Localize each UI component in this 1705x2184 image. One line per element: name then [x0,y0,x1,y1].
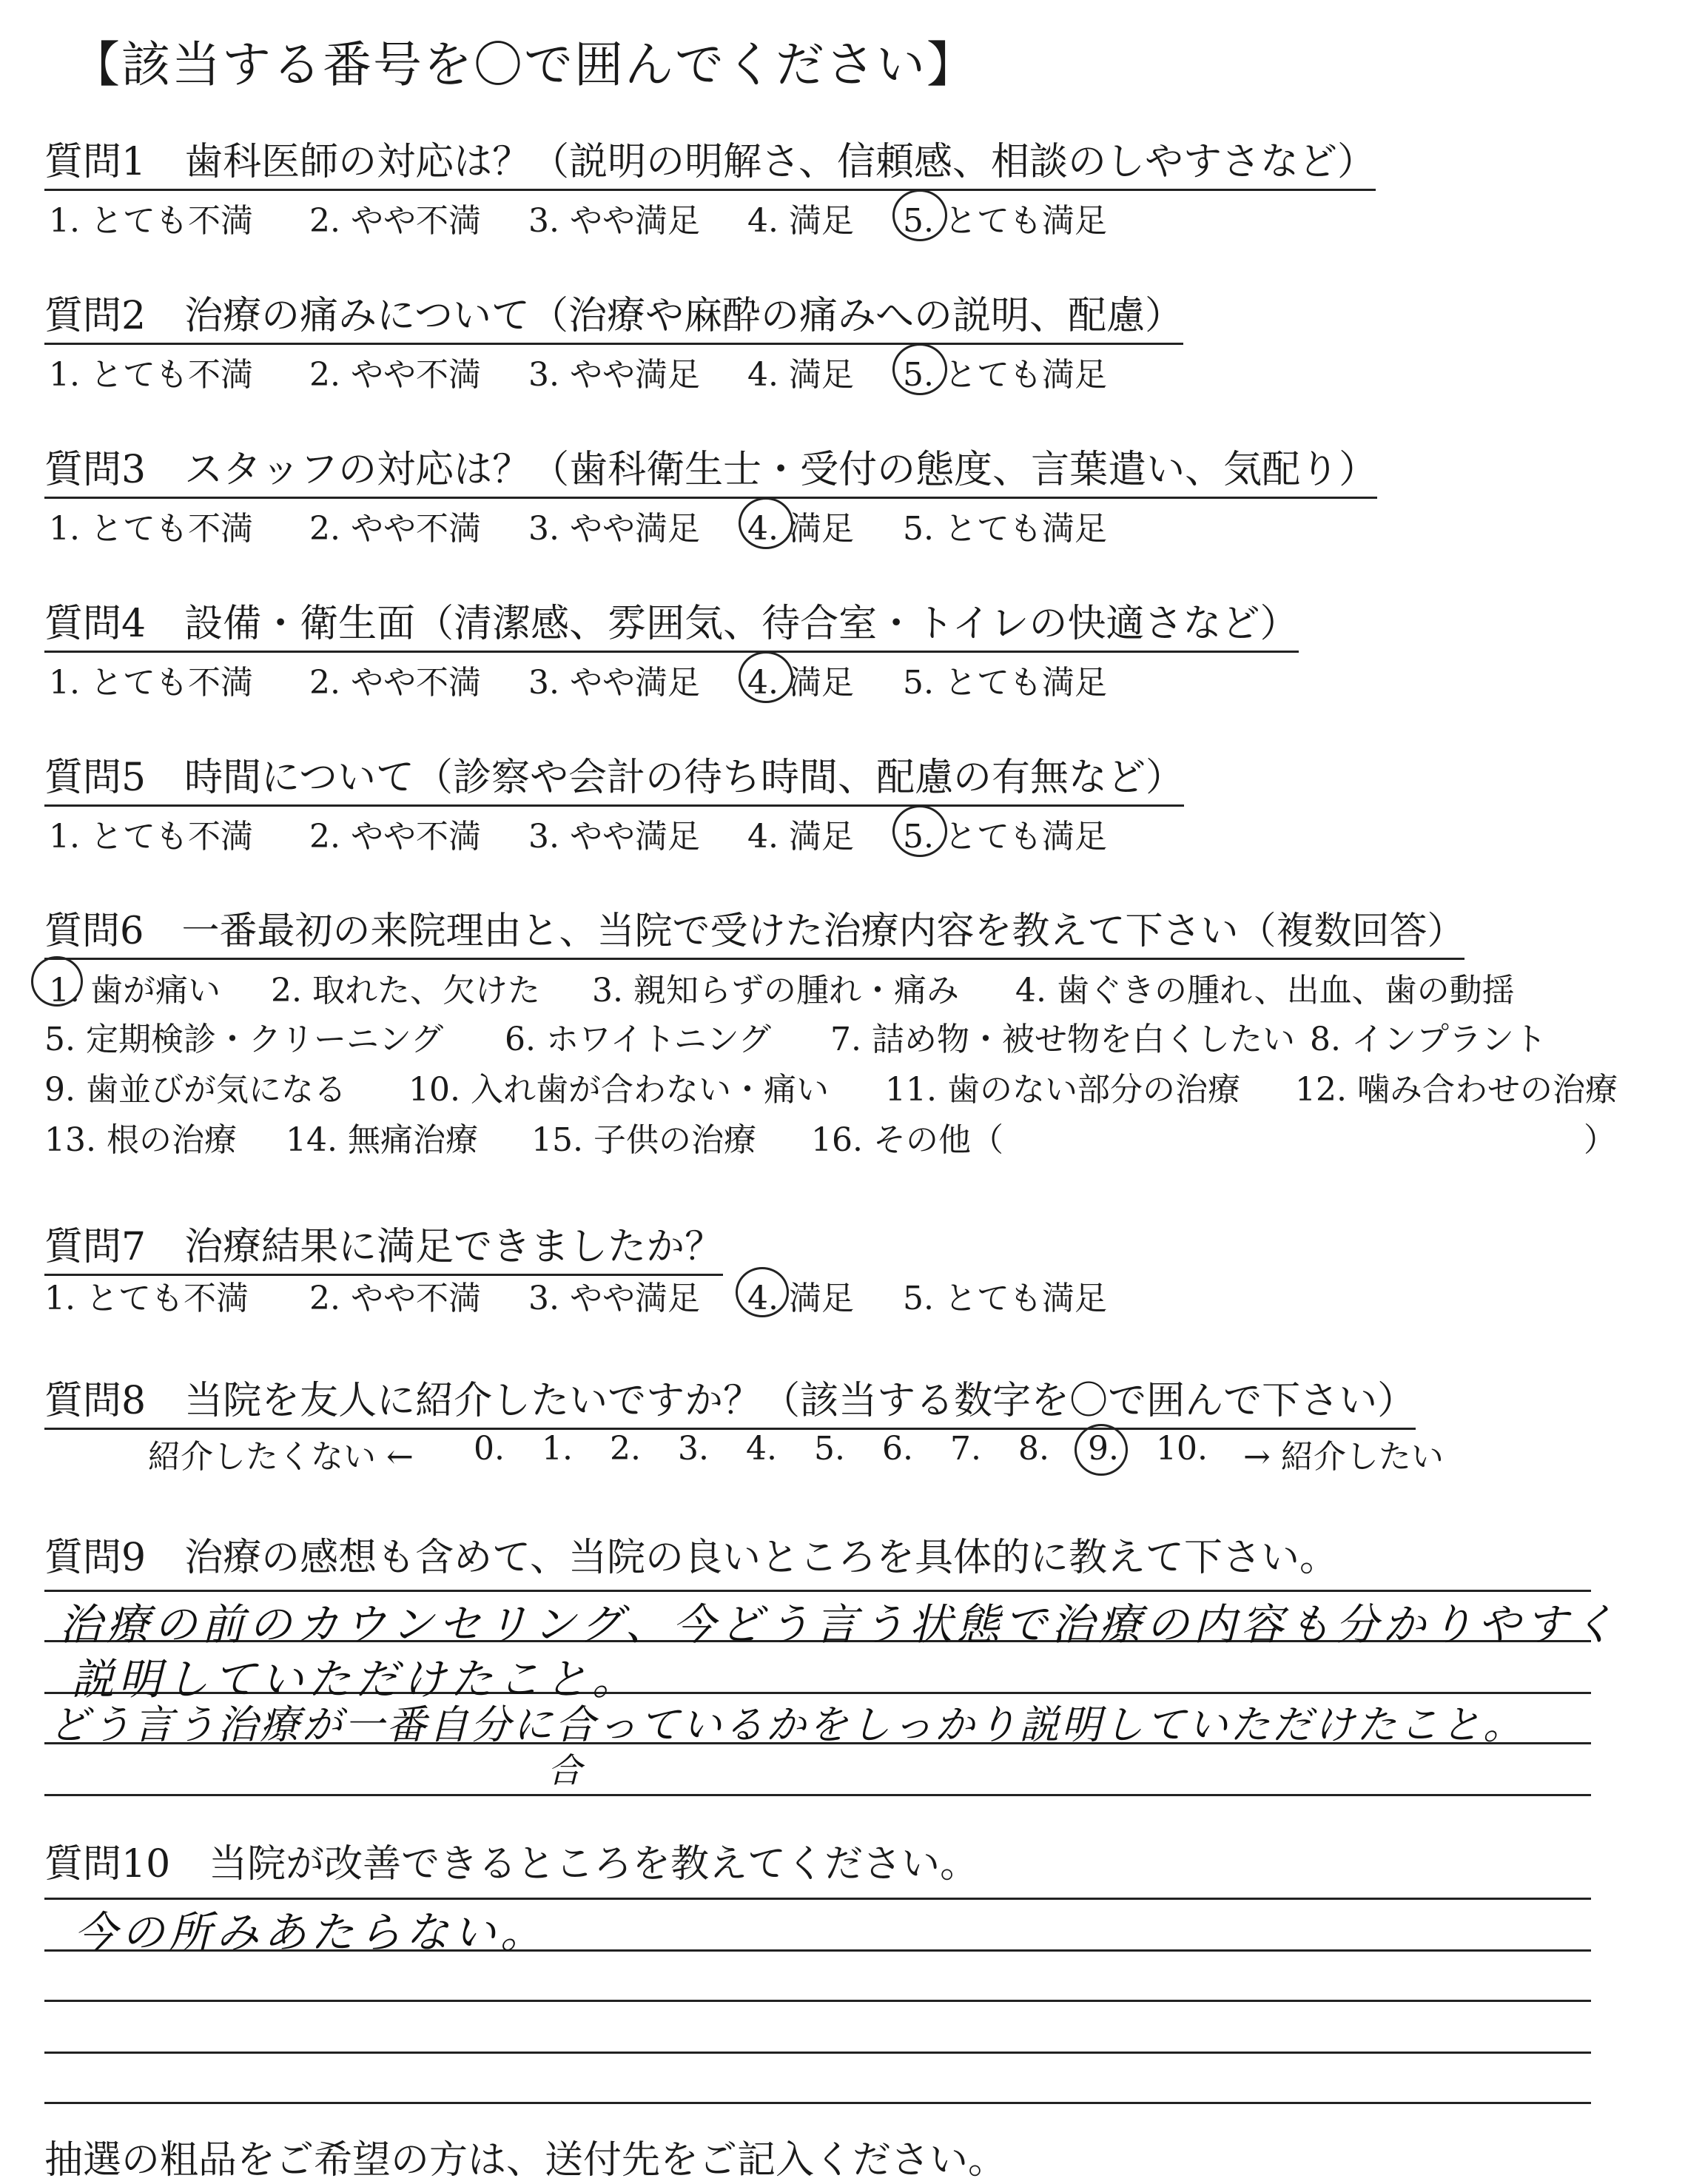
option[interactable]: 2. やや不満 [309,818,481,856]
option[interactable]: 5. とても満足 [903,510,1107,548]
question-6-options-row4 [44,1113,1658,1157]
question-6-heading: 質問6 一番最初の来院理由と、当院で受けた治療内容を教えて下さい（複数回答） [44,900,1464,960]
option[interactable]: 1. とても不満 [49,202,253,240]
option-other[interactable]: 16. その他（ [811,1121,1003,1159]
handwritten-answer: どう言う治療が一番自分に合っているかをしっかり説明していただけたこと。 [49,1701,1525,1748]
footer-note: 抽選の粗品をご希望の方は、送付先をご記入ください。 [44,2138,1007,2183]
handwritten-answer: 今の所みあたらない。 [74,1907,548,1958]
option[interactable]: 6. ホワイトニング [505,1021,772,1058]
option[interactable]: 1. とても不満 [49,664,253,702]
option[interactable]: 13. 根の治療 [44,1121,237,1159]
option[interactable]: 14. 無痛治療 [286,1121,478,1159]
question-5-heading: 質問5 時間について（診察や会計の待ち時間、配慮の有無など） [44,746,1184,807]
option[interactable]: 2. 取れた、欠けた [271,972,540,1009]
scale-option[interactable]: 5. [814,1430,845,1468]
question-1-heading: 質問1 歯科医師の対応は？（説明の明解さ、信頼感、相談のしやすさなど） [44,130,1376,191]
scale-option[interactable]: 9. [1088,1430,1119,1468]
option[interactable]: 4. 満足 [747,1280,854,1317]
question-8-heading: 質問8 当院を友人に紹介したいですか？（該当する数字を〇で囲んで下さい） [44,1369,1416,1430]
question-6-options-row3 [44,1063,1658,1107]
scale-option[interactable]: 6. [882,1430,913,1468]
question-5-options [44,810,1228,854]
option[interactable]: 15. 子供の治療 [531,1121,756,1159]
selection-circle [892,343,947,395]
option[interactable]: 7. 詰め物・被せ物を白くしたい [830,1021,1295,1058]
selection-circle [739,651,793,703]
option[interactable]: 1. とても不満 [44,1280,249,1317]
question-7-heading: 質問7 治療結果に満足できましたか？ [44,1215,723,1276]
question-7-options [44,1271,1228,1316]
option[interactable]: 1. 歯が痛い [49,972,221,1009]
option[interactable]: 3. やや満足 [528,818,700,856]
question-2-heading: 質問2 治療の痛みについて（治療や麻酔の痛みへの説明、配慮） [44,284,1183,345]
scale-option[interactable]: 1. [542,1430,573,1468]
question-8-scale [148,1430,1480,1474]
question-6-options-row1 [44,964,1635,1008]
page-title: 【該当する番号を〇で囲んでください】 [71,36,977,93]
option[interactable]: 5. とても満足 [903,818,1107,856]
option[interactable]: 5. 定期検診・クリーニング [44,1021,444,1058]
handwritten-answer: 説明していただけたこと。 [71,1654,640,1704]
scale-option[interactable]: 2. [610,1430,641,1468]
handwritten-correction: 合 [548,1750,583,1790]
scale-option[interactable]: 7. [950,1430,981,1468]
option[interactable]: 2. やや不満 [309,202,481,240]
option[interactable]: 3. やや満足 [528,664,700,702]
question-10-heading: 質問10 当院が改善できるところを教えてください。 [44,1842,979,1886]
scale-option[interactable]: 4. [746,1430,777,1468]
selection-circle [736,1267,789,1317]
option[interactable]: 3. やや満足 [528,1280,700,1317]
selection-circle [892,805,947,857]
option[interactable]: 9. 歯並びが気になる [44,1071,346,1109]
question-4-options [44,656,1228,700]
selection-circle [1075,1424,1128,1476]
scale-option[interactable]: 10. [1156,1430,1208,1468]
scale-option[interactable]: 8. [1018,1430,1049,1468]
question-1-options [44,194,1228,238]
option[interactable]: 3. 親知らずの腫れ・痛み [592,972,959,1009]
handwritten-answer: 治療の前のカウンセリング、今どう言う状態で治療の内容も分かりやすく [59,1599,1620,1650]
option[interactable]: 5. とても満足 [903,664,1107,702]
option[interactable]: 4. 歯ぐきの腫れ、出血、歯の動揺 [1015,972,1515,1009]
selection-circle [739,497,793,549]
option[interactable]: 4. 満足 [747,202,854,240]
option[interactable]: 8. インプラント [1310,1021,1547,1058]
answer-line [44,2000,1591,2002]
scale-option[interactable]: 3. [678,1430,709,1468]
option[interactable]: 4. 満足 [747,664,854,702]
question-3-options [44,502,1228,546]
option[interactable]: 2. やや不満 [309,1280,481,1317]
scale-left-label: 紹介したくない ← [148,1438,414,1476]
option[interactable]: 3. やや満足 [528,510,700,548]
question-9-heading: 質問9 治療の感想も含めて、当院の良いところを具体的に教えて下さい。 [44,1536,1339,1580]
option[interactable]: 2. やや不満 [309,664,481,702]
option[interactable]: 4. 満足 [747,510,854,548]
option[interactable]: 11. 歯のない部分の治療 [885,1071,1240,1109]
selection-circle [892,189,947,241]
option[interactable]: 2. やや不満 [309,510,481,548]
selection-circle [31,956,83,1007]
option[interactable]: 1. とても不満 [49,356,253,394]
question-2-options [44,348,1228,392]
option[interactable]: 1. とても不満 [49,818,253,856]
answer-line [44,1794,1591,1796]
option-other-close: ） [1584,1121,1616,1159]
question-3-heading: 質問3 スタッフの対応は？（歯科衛生士・受付の態度、言葉遣い、気配り） [44,438,1377,499]
option[interactable]: 10. 入れ歯が合わない・痛い [408,1071,829,1109]
option[interactable]: 12. 噛み合わせの治療 [1295,1071,1618,1109]
question-6-options-row2 [44,1012,1635,1057]
option[interactable]: 5. とても満足 [903,202,1107,240]
question-4-heading: 質問4 設備・衛生面（清潔感、雰囲気、待合室・トイレの快適さなど） [44,592,1299,653]
option[interactable]: 5. とても満足 [903,356,1107,394]
answer-line [44,2102,1591,2104]
answer-line [44,2052,1591,2054]
option[interactable]: 1. とても不満 [49,510,253,548]
option[interactable]: 3. やや満足 [528,202,700,240]
option[interactable]: 4. 満足 [747,818,854,856]
option[interactable]: 3. やや満足 [528,356,700,394]
scale-right-label: → 紹介したい [1243,1438,1444,1476]
scale-option[interactable]: 0. [474,1430,505,1468]
option[interactable]: 2. やや不満 [309,356,481,394]
option[interactable]: 5. とても満足 [903,1280,1107,1317]
option[interactable]: 4. 満足 [747,356,854,394]
